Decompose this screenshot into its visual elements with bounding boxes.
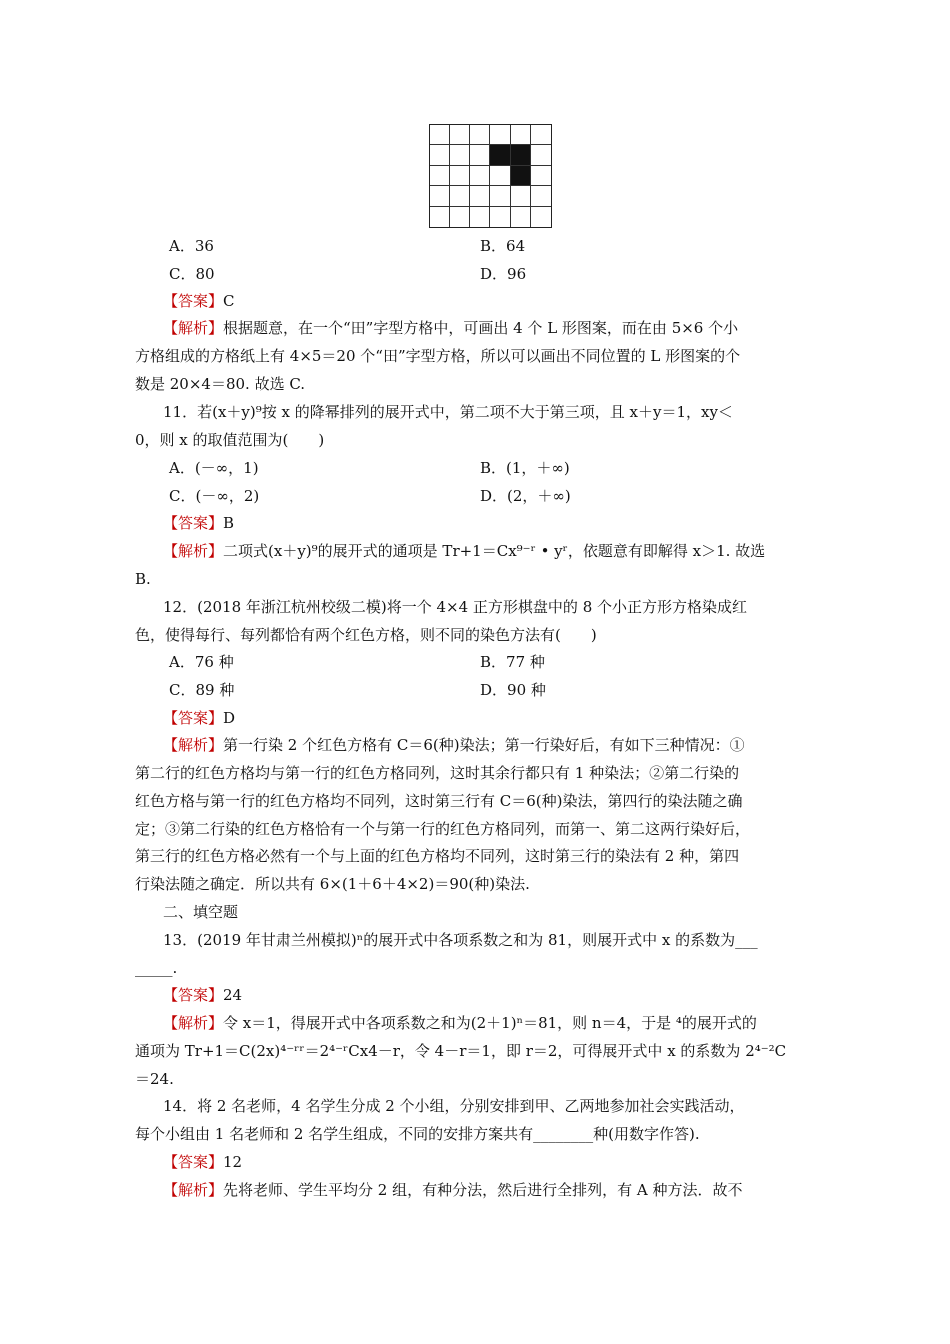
q10-option-d: D．96 xyxy=(480,265,527,283)
grid-cell xyxy=(450,166,470,186)
answer-tag: 【答案】 xyxy=(163,709,224,727)
q11-option-c: C．(－∞，2) xyxy=(169,487,260,505)
grid-cell xyxy=(470,207,490,227)
grid-cell xyxy=(490,166,510,186)
q12-option-d: D．90 种 xyxy=(480,681,546,699)
q10-analysis-line: 方格组成的方格纸上有 4×5＝20 个“田”字型方格，所以可以画出不同位置的 L 形图案的个 xyxy=(135,347,741,365)
grid-cell-filled xyxy=(511,145,531,165)
analysis-text: 第一行染 2 个红色方格有 C＝6(种)染法；第一行染好后，有如下三种情况：① xyxy=(223,736,745,754)
grid-cell xyxy=(430,207,450,227)
grid-cell xyxy=(490,125,510,145)
q13-analysis-line: ＝24. xyxy=(135,1070,174,1088)
q14-analysis-line xyxy=(163,1180,742,1200)
l-shape-grid-figure xyxy=(429,124,552,228)
answer-value: C xyxy=(223,292,235,310)
answer-value: B xyxy=(223,514,235,532)
q11-option-d: D．(2，＋∞) xyxy=(480,487,571,505)
q10-option-c: C．80 xyxy=(169,265,215,283)
grid-cell xyxy=(430,186,450,206)
grid-cell xyxy=(470,166,490,186)
answer-value: 24 xyxy=(223,986,243,1004)
q14-stem-line: 14．将 2 名老师，4 名学生分成 2 个小组，分别安排到甲、乙两地参加社会实践活动， xyxy=(163,1097,745,1115)
q12-stem-line: 色，使得每行、每列都恰有两个红色方格，则不同的染色方法有( ) xyxy=(135,626,597,644)
answer-tag: 【答案】 xyxy=(163,1153,224,1171)
analysis-tag: 【解析】 xyxy=(163,542,224,560)
q11-option-a: A．(－∞，1) xyxy=(169,459,259,477)
q13-analysis-line: 通项为 Tr+1＝C(2x)⁴⁻ʳʳ＝2⁴⁻ʳCx4－r，令 4－r＝1，即 r＝2，可得展开式中 x 的系数为 2⁴⁻²C xyxy=(135,1042,787,1060)
answer-tag: 【答案】 xyxy=(163,292,224,310)
q13-analysis-line xyxy=(163,1013,757,1033)
grid-cell-filled xyxy=(490,145,510,165)
grid-cell xyxy=(490,186,510,206)
q13-stem-line: _____. xyxy=(135,959,178,977)
analysis-tag: 【解析】 xyxy=(163,736,224,754)
grid-cell-filled xyxy=(511,166,531,186)
grid-cell xyxy=(511,186,531,206)
answer-tag: 【答案】 xyxy=(163,514,224,532)
answer-tag: 【答案】 xyxy=(163,986,224,1004)
q10-answer xyxy=(163,291,235,311)
grid-cell xyxy=(511,207,531,227)
grid-cell xyxy=(470,125,490,145)
grid-cell xyxy=(430,166,450,186)
grid-cell xyxy=(531,145,551,165)
q12-stem-line: 12．(2018 年浙江杭州校级二模)将一个 4×4 正方形棋盘中的 8 个小正方形方格染成红 xyxy=(163,598,748,616)
q12-analysis-line: 定；③第二行染的红色方格恰有一个与第一行的红色方格同列，而第一、第二这两行染好后， xyxy=(135,820,751,838)
q14-stem-line: 每个小组由 1 名老师和 2 名学生组成，不同的安排方案共有________种(用数字作答). xyxy=(135,1125,700,1143)
grid-cell xyxy=(531,166,551,186)
q12-analysis-line: 行染法随之确定．所以共有 6×(1＋6＋4×2)＝90(种)染法. xyxy=(135,875,530,893)
grid-cell xyxy=(531,125,551,145)
q10-analysis-line xyxy=(163,318,738,338)
grid-cell xyxy=(531,207,551,227)
q10-option-a: A．36 xyxy=(169,237,214,255)
q11-stem-line: 0，则 x 的取值范围为( ) xyxy=(135,431,325,449)
q12-analysis-line: 第二行的红色方格均与第一行的红色方格同列，这时其余行都只有 1 种染法；②第二行染的 xyxy=(135,764,740,782)
q12-analysis-line: 第三行的红色方格必然有一个与上面的红色方格均不同列，这时第三行的染法有 2 种，第四 xyxy=(135,847,740,865)
grid-cell xyxy=(470,186,490,206)
answer-value: 12 xyxy=(223,1153,243,1171)
grid-cell xyxy=(470,145,490,165)
q11-analysis-line: B. xyxy=(135,570,151,588)
answer-value: D xyxy=(223,709,236,727)
analysis-tag: 【解析】 xyxy=(163,1014,224,1032)
grid-cell xyxy=(430,145,450,165)
analysis-text: 根据题意，在一个“田”字型方格中，可画出 4 个 L 形图案，而在由 5×6 个小 xyxy=(223,319,739,337)
q13-answer xyxy=(163,985,242,1005)
q12-analysis-line xyxy=(163,735,745,755)
q10-analysis-line: 数是 20×4＝80. 故选 C. xyxy=(135,375,306,393)
analysis-text: 先将老师、学生平均分 2 组，有种分法，然后进行全排列，有 A 种方法．故不 xyxy=(223,1181,743,1199)
grid-cell xyxy=(450,145,470,165)
analysis-tag: 【解析】 xyxy=(163,1181,224,1199)
q13-stem-line: 13．(2019 年甘肃兰州模拟)ⁿ的展开式中各项系数之和为 81，则展开式中 x 的系数为___ xyxy=(163,931,758,949)
q14-answer xyxy=(163,1152,242,1172)
q11-stem-line: 11．若(x＋y)⁹按 x 的降幂排列的展开式中，第二项不大于第三项，且 x＋y＝1，xy＜ xyxy=(163,403,733,421)
q11-analysis-line xyxy=(163,541,765,561)
analysis-tag: 【解析】 xyxy=(163,319,224,337)
section-heading: 二、填空题 xyxy=(163,903,239,921)
grid-cell xyxy=(430,125,450,145)
q11-option-b: B．(1，＋∞) xyxy=(480,459,570,477)
grid-cell xyxy=(450,125,470,145)
analysis-text: 令 x＝1，得展开式中各项系数之和为(2＋1)ⁿ＝81，则 n＝4，于是 ⁴的展开式的 xyxy=(223,1014,757,1032)
q11-answer xyxy=(163,513,234,533)
grid-cell xyxy=(511,125,531,145)
q10-option-b: B．64 xyxy=(480,237,526,255)
q12-option-b: B．77 种 xyxy=(480,653,545,671)
grid-cell xyxy=(531,186,551,206)
q12-analysis-line: 红色方格与第一行的红色方格均不同列，这时第三行有 C＝6(种)染法，第四行的染法随之确 xyxy=(135,792,743,810)
analysis-text: 二项式(x＋y)⁹的展开式的通项是 Tr+1＝Cx⁹⁻ʳ • yʳ，依题意有即解得 x＞1. 故选 xyxy=(223,542,766,560)
q12-option-c: C．89 种 xyxy=(169,681,235,699)
q12-answer xyxy=(163,708,235,728)
q12-option-a: A．76 种 xyxy=(169,653,234,671)
grid-cell xyxy=(450,186,470,206)
grid-cell xyxy=(490,207,510,227)
grid-cell xyxy=(450,207,470,227)
